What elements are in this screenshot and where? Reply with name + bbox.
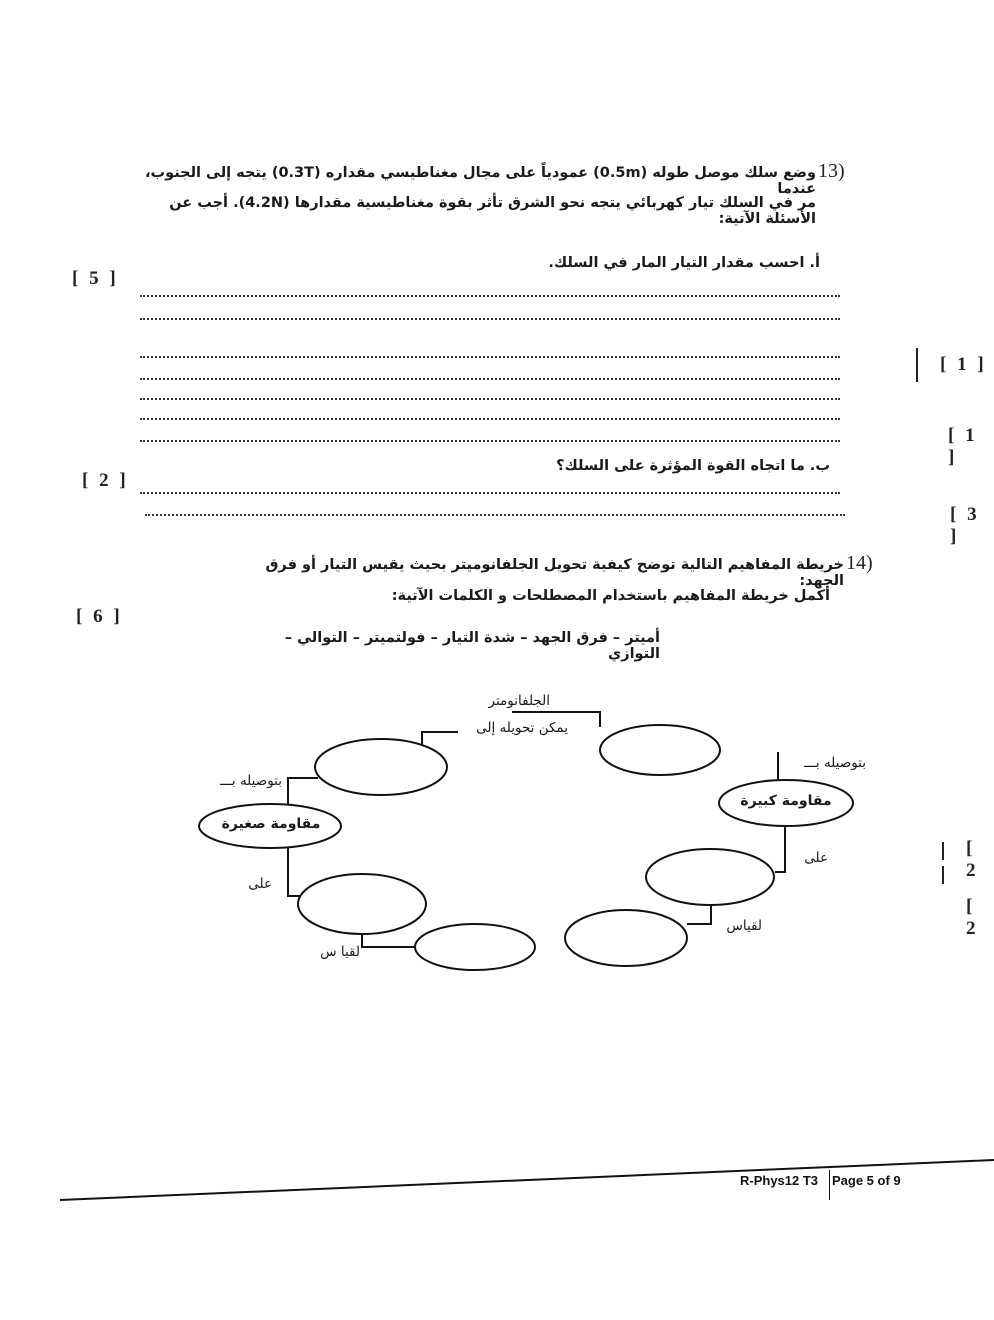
ellipse-right-bottom [565, 910, 687, 966]
cm-left-connect: بتوصيله بـــ [220, 773, 282, 789]
footer-code: R-Phys12 T3 [740, 1173, 819, 1188]
q14-line1: خريطة المفاهيم التالية توضح كيفية تحويل الجلفانوميتر بحيث يقيس التيار أو فرق الجهد: [265, 557, 844, 589]
q14-mark: [ 6 ] [76, 606, 123, 627]
q14-number: 14) [846, 552, 873, 574]
connector-right-lower [775, 826, 785, 872]
margin-mark-3: [ 3 ] [950, 504, 980, 547]
q14-words: أميتر – فرق الجهد – شدة التيار – فولتميتر – التوالي – التوازي [284, 630, 660, 662]
q13-part-b-mark: [ 2 ] [82, 470, 129, 491]
margin-mark-1: [ 1 ] [940, 354, 987, 375]
q13-number: 13) [818, 160, 845, 182]
ellipse-right-mid [646, 849, 774, 905]
q13-line1: وضع سلك موصل طوله (0.5m) عمودياً على مجال مغناطيسي مقداره (0.3T) يتجه إلى الجنوب، عندما [145, 165, 816, 197]
ellipse-left-mid [298, 874, 426, 934]
connector-left-upper [288, 778, 318, 804]
connector-left-lower [288, 848, 300, 896]
margin-mark-4: [ 2 [966, 838, 979, 881]
ellipse-top-left [315, 739, 447, 795]
cm-right-connect: بتوصيله بـــ [804, 755, 866, 771]
cm-right-on: على [804, 850, 828, 866]
ellipse-left-bottom [415, 924, 535, 970]
cm-large-resistance: مقاومة كبيرة [740, 793, 832, 809]
footer-page: Page 5 of 9 [832, 1173, 901, 1188]
margin-mark-2: [ 1 ] [948, 425, 978, 468]
connector-right-bottom [687, 905, 711, 924]
q13-part-a: أ. احسب مقدار التيار المار في السلك. [548, 255, 820, 271]
footer-divider [829, 1170, 830, 1200]
cm-left-on: على [248, 876, 272, 892]
cm-top-link: يمكن تحويله إلى [476, 720, 568, 736]
cm-left-measure: لقيا س [320, 944, 360, 960]
cm-top-title: الجلفانومتر [488, 693, 550, 709]
connector-left-bottom [362, 934, 416, 947]
ellipse-top-right [600, 725, 720, 775]
margin-mark-5: [ 2 [966, 896, 979, 939]
cm-small-resistance: مقاومة صغيرة [221, 816, 321, 832]
q13-part-b: ب. ما اتجاه القوة المؤثرة على السلك؟ [556, 458, 830, 474]
q13-part-a-mark: [ 5 ] [72, 268, 119, 289]
q13-line2: مر في السلك تيار كهربائي يتجه نحو الشرق تأثر بقوة مغناطيسية مقدارها (4.2N). أجب عن الأسئلة الآتية: [169, 195, 816, 227]
cm-right-measure: لقياس [726, 918, 762, 934]
q14-line2: أكمل خريطة المفاهيم باستخدام المصطلحات و الكلمات الآتية: [391, 588, 830, 604]
